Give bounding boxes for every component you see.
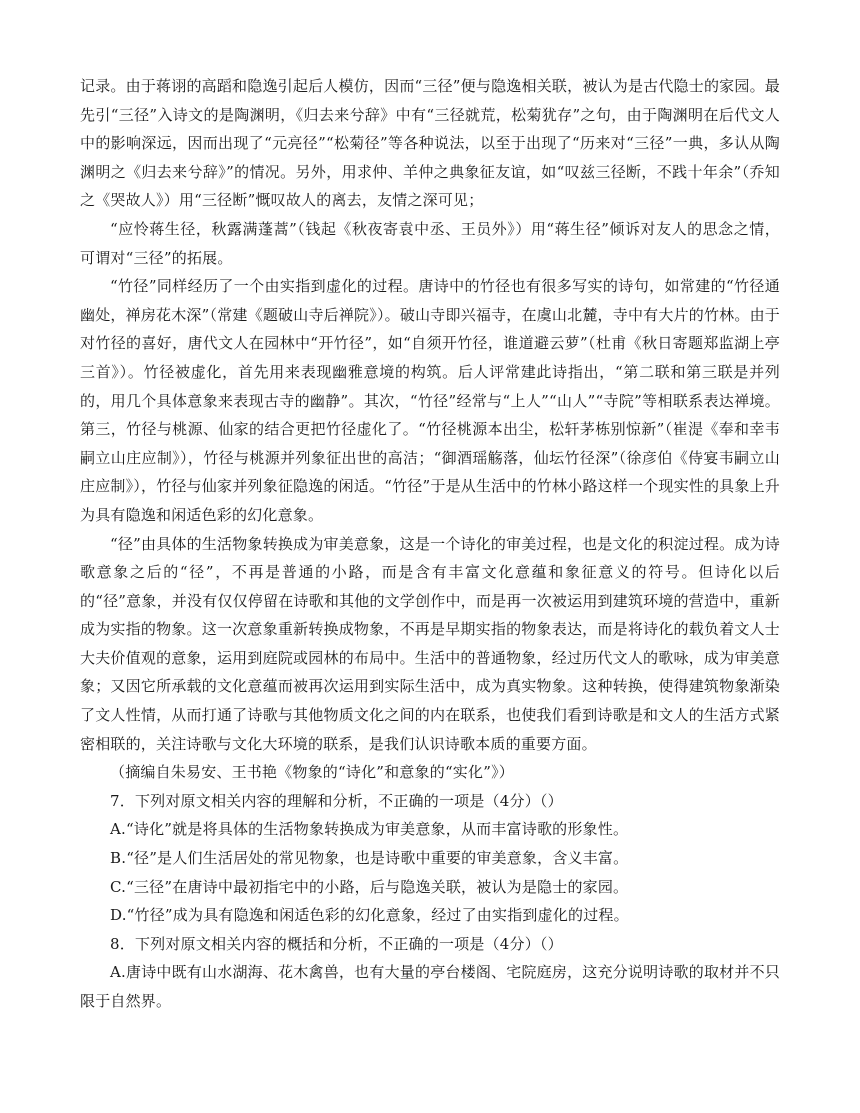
question-7-option-a: A.“诗化”就是将具体的生活物象转换成为审美意象，从而丰富诗歌的形象性。	[110, 820, 629, 839]
question-8-stem: 8．下列对原文相关内容的概括和分析，不正确的一项是（4分）（）	[110, 934, 563, 953]
body-paragraph-3: “竹径”同样经历了一个由实指到虚化的过程。唐诗中的竹径也有很多写实的诗句，如常建的“竹径通幽处，禅房花木深”（常建《题破山寺后禅院》）。破山寺即兴福寺，在虞山北麓，寺中有大片的竹林。由于对竹径的喜好，唐代文人在园林中“开竹径”，如“自须开竹径，谁道避云萝”（杜甫《秋日寄题郑监湖上亭三首》）。竹径被虚化，首先用来表现幽雅意境的构筑。后人评常建此诗指出，“第二联和第三联是并列的，用几个具体意象来表现古寺的幽静”。其次，“竹径”经常与“上人”“山人”“寺院”等相联系表达禅境。第三，竹径与桃源、仙家的结合更把竹径虚化了。“竹径桃源本出尘，松轩茅栋别惊新”（崔湜《奉和幸韦嗣立山庄应制》），竹径与桃源并列象征出世的高洁；“御酒瑶觞落，仙坛竹径深”（徐彦伯《侍宴韦嗣立山庄应制》），竹径与仙家并列象征隐逸的闲适。“竹径”于是从生活中的竹林小路这样一个现实性的具象上升为具有隐逸和闲适色彩的幻化意象。	[80, 277, 780, 524]
question-7-option-c: C.“三径”在唐诗中最初指宅中的小路，后与隐逸关联，被认为是隐士的家园。	[110, 877, 629, 896]
question-7-option-b: B.“径”是人们生活居处的常见物象，也是诗歌中重要的审美意象，含义丰富。	[110, 849, 629, 868]
body-paragraph-4: “径”由具体的生活物象转换成为审美意象，这是一个诗化的审美过程，也是文化的积淀过程。成为诗歌意象之后的“径”，不再是普通的小路，而是含有丰富文化意蕴和象征意义的符号。但诗化以后的“径”意象，并没有仅仅停留在诗歌和其他的文学创作中，而是再一次被运用到建筑环境的营造中，重新成为实指的物象。这一次意象重新转换成物象，不再是早期实指的物象表达，而是将诗化的载负着文人士大夫价值观的意象，运用到庭院或园林的布局中。生活中的普通物象，经过历代文人的歌咏，成为审美意象；又因它所承载的文化意蕴而被再次运用到实际生活中，成为真实物象。这种转换，使得建筑物象渐染了文人性情，从而打通了诗歌与其他物质文化之间的内在联系，也使我们看到诗歌是和文人的生活方式紧密相联的，关注诗歌与文化大环境的联系，是我们认识诗歌本质的重要方面。	[80, 534, 780, 753]
body-paragraph-1: 记录。由于蒋诩的高蹈和隐逸引起后人模仿，因而“三径”便与隐逸相关联，被认为是古代隐士的家园。最先引“三径”入诗文的是陶渊明，《归去来兮辞》中有“三径就荒，松菊犹存”之句，由于陶渊明在后代文人中的影响深远，因而出现了“元亮径”“松菊径”等各种说法，以至于出现了“历来对“三径”一典，多认从陶渊明之《归去来兮辞》”的情况。另外，用求仲、羊仲之典象征友谊，如“叹兹三径断，不践十年余”（乔知之《哭故人》）用“三径断”慨叹故人的离去，友情之深可见；	[80, 77, 780, 210]
source-citation: （摘编自朱易安、王书艳《物象的“诗化”和意象的“实化”》）	[110, 763, 514, 782]
body-paragraph-2: “应怜蒋生径，秋露满蓬蒿”（钱起《秋夜寄袁中丞、王员外》）用“蒋生径”倾诉对友人的思念之情，可谓对“三径”的拓展。	[80, 219, 780, 267]
question-7-stem: 7．下列对原文相关内容的理解和分析，不正确的一项是（4分）（）	[110, 791, 563, 810]
document-page	[80, 72, 780, 1016]
question-8-option-a: A.唐诗中既有山水湖海、花木禽兽，也有大量的亭台楼阁、宅院庭房，这充分说明诗歌的取材并不只限于自然界。	[80, 963, 780, 1010]
question-7-option-d: D.“竹径”成为具有隐逸和闲适色彩的幻化意象，经过了由实指到虚化的过程。	[110, 906, 629, 925]
